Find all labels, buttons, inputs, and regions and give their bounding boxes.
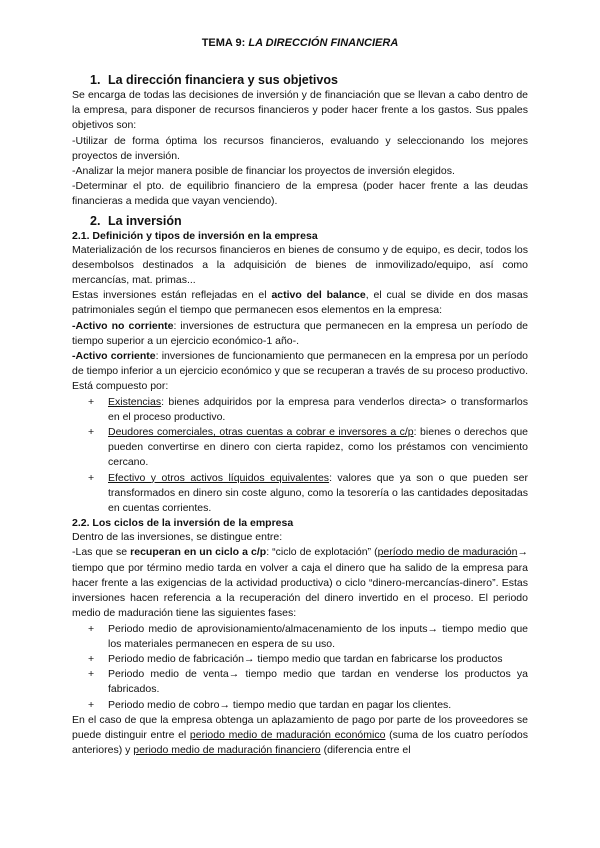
title-italic: LA DIRECCIÓN FINANCIERA (248, 37, 399, 49)
s2-paragraph-1: Materialización de los recursos financieros en bienes de consumo y de equipo, es decir, todos los desembolsos destinados a la adquisición de bienes de inmovilizado/equipo, así como mercancías, mat. primas... (72, 243, 528, 287)
s1-paragraph-2: -Utilizar de forma óptima los recursos financieros, evaluando y seleccionando los mejores proyectos de inversión. (72, 134, 528, 162)
s2-paragraph-3: -Activo no corriente: inversiones de estructura que permanecen en la empresa un período de tiempo superior a un ejercicio económico-1 año-. (72, 319, 528, 347)
s1-paragraph-1: Se encarga de todas las decisiones de inversión y de financiación que se llevan a cabo dentro de la empresa, para disponer de recursos financieros y poder hacer frente a los gastos. Sus ppales objetivos son: (72, 89, 528, 132)
section-1-heading (72, 72, 528, 88)
periodo-medio-maduracion-term: período medio de maduración (377, 546, 518, 559)
bullet-plus-icon: + (88, 652, 95, 665)
s2-paragraph-7: En el caso de que la empresa obtenga un aplazamiento de pago por parte de los proveedores se puede distinguir entre el periodo medio de maduración económico (suma de los cuatro períodos anteriores) y periodo medio de maduración financiero (diferencia entre el (72, 713, 528, 757)
maduracion-economico-term: periodo medio de maduración económico (189, 728, 386, 741)
fases-list (72, 622, 528, 713)
list-item: + Periodo medio de venta→ tiempo medio que tardan en venderse los productos ya fabricados. (88, 668, 528, 696)
activo-del-balance-term: activo del balance (271, 289, 366, 302)
s2-paragraph-4: -Activo corriente: inversiones de funcionamiento que permanecen en la empresa por un período de tiempo inferior a un ejercicio económico y que se recuperan a través de su proceso productivo. Está compuesto por: (72, 350, 529, 393)
activo-corriente-list (72, 395, 528, 517)
list-item: + Periodo medio de cobro→ tiempo medio que tardan en pagar los clientes. (88, 698, 528, 713)
list-item: + Efectivo y otros activos líquidos equivalentes: valores que ya son o que pueden ser transformados en dinero sin coste alguno, como la tesorería o las cantidades depositadas en cuentas corrientes. (88, 471, 529, 515)
document-page (72, 36, 528, 758)
bullet-plus-icon: + (88, 426, 95, 439)
list-item: + Periodo medio de fabricación→ tiempo medio que tardan en fabricarse los productos (88, 652, 528, 667)
bullet-plus-icon: + (88, 698, 95, 711)
subsection-2-1-heading: 2.1. Definición y tipos de inversión en la empresa (72, 229, 318, 242)
list-item: + Deudores comerciales, otras cuentas a cobrar e inversores a c/p: bienes o derechos que pueden convertirse en dinero con cierta rapidez, como los préstamos con vencimiento cercano. (88, 426, 528, 469)
s2-paragraph-6: -Las que se recuperan en un ciclo a c/p: “ciclo de explotación” (período medio de maduración→ tiempo que por término medio tarda en volver a caja el dinero que ha salido de la empresa para hacer frente a las exigencias de la actividad productiva) o ciclo “dinero-mercancías-dinero”. Estas inversiones hacen referencia a la recuperación del dinero invertido en el proceso. El periodo medio de maduración tiene las siguientes fases: (72, 546, 528, 620)
activo-corriente-term: -Activo corriente (72, 350, 156, 363)
maduracion-financiero-term: periodo medio de maduración financiero (133, 744, 321, 757)
list-item: + Periodo medio de aprovisionamiento/almacenamiento de los inputs→ tiempo medio que los materiales permanecen en espera de su uso. (88, 622, 528, 650)
ciclo-cp-term: recuperan en un ciclo a c/p (130, 546, 267, 559)
subsection-2-2-heading: 2.2. Los ciclos de la inversión de la empresa (72, 517, 294, 530)
title-prefix: TEMA 9: (201, 37, 249, 49)
bullet-plus-icon: + (88, 668, 95, 681)
s1-paragraph-4: -Determinar el pto. de equilibrio financiero de la empresa (poder hacer frente a las deudas financieras a medida que vayan venciendo). (72, 180, 528, 208)
bullet-plus-icon: + (88, 622, 95, 635)
section-1-number: 1. (90, 73, 101, 87)
document-title (72, 36, 528, 50)
section-1-title: La dirección financiera y sus objetivos (108, 73, 338, 87)
list-item: + Existencias: bienes adquiridos por la empresa para venderlos directa> o transformarlos en el proceso productivo. (88, 395, 528, 423)
s2-paragraph-2: Estas inversiones están reflejadas en el activo del balance, el cual se divide en dos masas patrimoniales según el tiempo que permanecen esos elementos en la empresa: (72, 289, 528, 317)
s1-paragraph-3: -Analizar la mejor manera posible de financiar los proyectos de inversión elegidos. (72, 165, 455, 178)
bullet-plus-icon: + (88, 471, 95, 484)
section-2-heading (72, 213, 528, 229)
s2-paragraph-5: Dentro de las inversiones, se distingue entre: (72, 531, 283, 544)
bullet-plus-icon: + (88, 395, 95, 408)
section-2-number: 2. (90, 213, 101, 228)
activo-no-corriente-term: -Activo no corriente (72, 319, 174, 332)
section-2-title: La inversión (108, 213, 182, 228)
